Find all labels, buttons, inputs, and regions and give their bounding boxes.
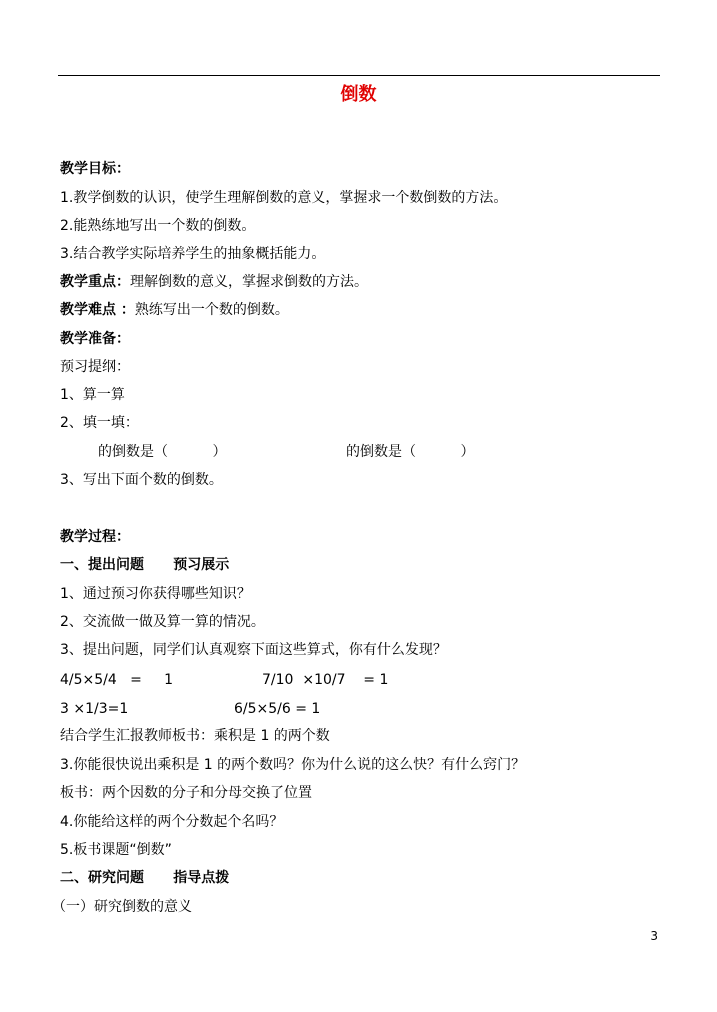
question-4: 3.你能很快说出乘积是 1 的两个数吗？你为什么说的这么快？有什么窍门？ bbox=[60, 757, 526, 773]
goals-heading: 教学目标： bbox=[60, 161, 130, 177]
section-1-heading: 一、提出问题 预习展示 bbox=[60, 557, 230, 573]
process-heading: 教学过程： bbox=[60, 529, 130, 545]
fill-blank-1: 的倒数是（ ） bbox=[98, 444, 227, 460]
question-1: 1、通过预习你获得哪些知识？ bbox=[60, 586, 251, 602]
equation-1: 4/5×5/4 = 1 bbox=[60, 672, 174, 688]
difficult-point-label: 教学难点 ： bbox=[60, 302, 135, 318]
item-fill: 2、填一填： bbox=[60, 415, 139, 431]
question-2: 2、交流做一做及算一算的情况。 bbox=[60, 614, 265, 630]
question-5: 4.你能给这样的两个分数起个名吗？ bbox=[60, 814, 284, 830]
equation-3: 3 ×1/3=1 bbox=[60, 701, 129, 717]
question-3: 3、提出问题，同学们认真观察下面这些算式，你有什么发现？ bbox=[60, 642, 447, 658]
fill-blank-2: 的倒数是（ ） bbox=[346, 444, 475, 460]
page-number: 3 bbox=[650, 929, 658, 943]
equation-4: 6/5×5/6 = 1 bbox=[234, 701, 321, 717]
key-point-label: 教学重点： bbox=[60, 274, 130, 290]
section-2-heading: 二、研究问题 指导点拨 bbox=[60, 870, 230, 886]
goal-1: 1.教学倒数的认识，使学生理解倒数的意义，掌握求一个数倒数的方法。 bbox=[60, 190, 508, 206]
header-rule bbox=[58, 75, 660, 76]
question-6: 5.板书课题“倒数” bbox=[60, 842, 172, 858]
key-point-text: 理解倒数的意义，掌握求倒数的方法。 bbox=[130, 274, 368, 290]
outline-label: 预习提纲： bbox=[60, 359, 130, 375]
prep-heading: 教学准备： bbox=[60, 331, 130, 347]
page-title: 倒数 bbox=[340, 84, 377, 105]
goal-3: 3.结合教学实际培养学生的抽象概括能力。 bbox=[60, 246, 326, 262]
difficult-point-line bbox=[60, 301, 289, 319]
key-point-line bbox=[60, 273, 368, 291]
difficult-point-text: 熟练写出一个数的倒数。 bbox=[134, 302, 289, 318]
equation-2: 7/10 ×10/7 = 1 bbox=[262, 672, 389, 688]
subsection-1: （一）研究倒数的意义 bbox=[52, 899, 192, 915]
board-summary: 结合学生汇报教师板书：乘积是 1 的两个数 bbox=[60, 728, 330, 744]
item-calc: 1、算一算 bbox=[60, 387, 125, 403]
board-note: 板书：两个因数的分子和分母交换了位置 bbox=[60, 785, 312, 801]
item-write: 3、写出下面个数的倒数。 bbox=[60, 472, 223, 488]
goal-2: 2.能熟练地写出一个数的倒数。 bbox=[60, 218, 256, 234]
